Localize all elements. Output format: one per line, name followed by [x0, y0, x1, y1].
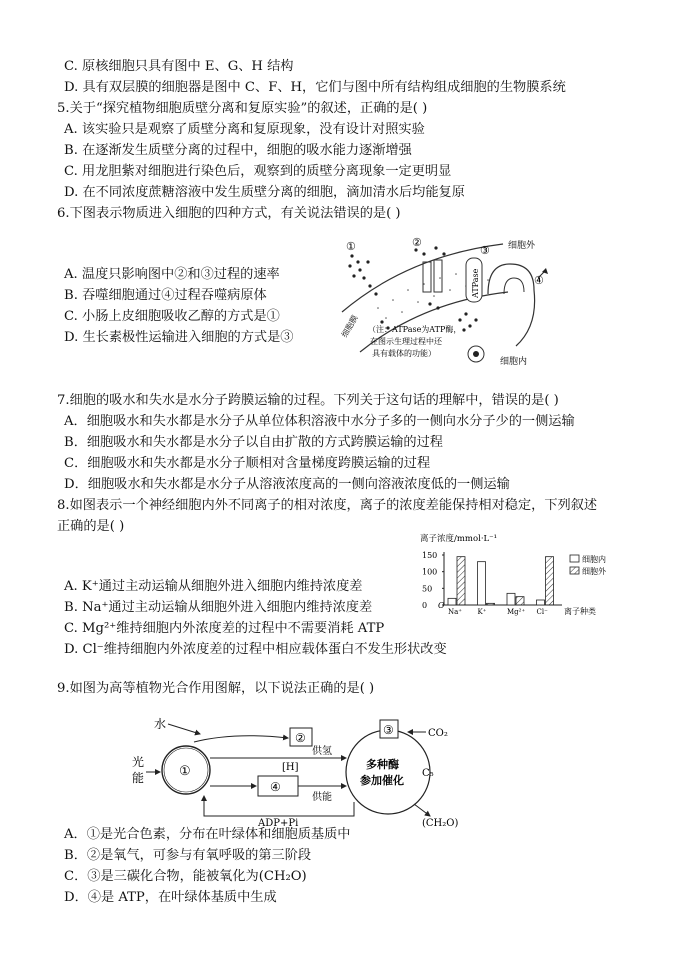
chart-xlabel: 离子种类	[564, 607, 596, 616]
channel-dots	[414, 246, 445, 309]
water-label: 水	[154, 717, 167, 731]
q7-option-a: A．细胞吸水和失水都是水分子从单位体积溶液中水分子多的一侧向水分子少的一侧运输	[64, 414, 575, 429]
x-tick-label: Cl⁻	[536, 608, 548, 616]
q5-option-c: C. 用龙胆紫对细胞进行染色后，观察到的质壁分离现象一定更明显	[64, 164, 452, 179]
q5-stem: 5.关于“探究植物细胞质壁分离和复原实验”的叙述，正确的是( )	[57, 101, 428, 116]
legend-swatch	[570, 567, 579, 574]
y-tick-label: 0	[422, 601, 428, 610]
q8-stem-line2: 正确的是( )	[57, 519, 125, 534]
q8-option-c: C. Mg²⁺维持细胞内外浓度差的过程中不需要消耗 ATP	[64, 621, 385, 636]
arrow-to-2	[194, 736, 288, 742]
q5-option-a: A. 该实验只是观察了质壁分离和复原现象，没有设计对照实验	[64, 122, 425, 137]
x-tick-label: K⁺	[477, 608, 487, 616]
vesicle-core	[473, 351, 479, 357]
q8-option-a: A. K⁺通过主动运输从细胞外进入细胞内维持浓度差	[64, 579, 363, 594]
calvin-circle	[346, 730, 430, 814]
x-tick-label: Mg²⁺	[507, 608, 526, 616]
bar-inside	[537, 600, 545, 605]
legend-label: 细胞外	[582, 567, 606, 576]
bar-inside	[448, 598, 456, 605]
q8-option-b: B. Na⁺通过主动运输从细胞外进入细胞内维持浓度差	[64, 600, 373, 615]
c5-label: C₅	[422, 768, 434, 779]
bar-outside	[516, 597, 524, 605]
enzymes-label-2: 参加催化	[360, 774, 404, 787]
bar-outside	[487, 603, 495, 605]
atpase-label: ATPase	[471, 268, 480, 298]
bar-inside	[507, 593, 515, 605]
outside-label: 细胞外	[508, 241, 536, 251]
energy-label: 能	[132, 771, 145, 785]
bar-outside	[457, 557, 465, 605]
note-line-3: 具有载体的功能）	[372, 349, 436, 358]
y-tick-label: 100	[422, 567, 438, 577]
q6-option-b: B. 吞噬细胞通过④过程吞噬病原体	[64, 288, 267, 303]
water-arrow	[168, 724, 200, 734]
inside-label: 细胞内	[500, 357, 528, 367]
channel-right	[434, 260, 442, 292]
q6-option-a: A. 温度只影响图中②和③过程的速率	[64, 267, 280, 282]
q8-option-d: D. Cl⁻维持细胞内外浓度差的过程中相应载体蛋白不发生形状改变	[64, 642, 447, 657]
note-line-2: 在图示生理过程中还	[370, 337, 442, 346]
chart-ylabel: 离子浓度/mmol·L⁻¹	[420, 534, 498, 544]
bar-outside	[546, 557, 554, 605]
q6-stem: 6.下图表示物质进入细胞的四种方式，有关说法错误的是( )	[57, 206, 401, 221]
q7-option-d: D．细胞吸水和失水都是水分子从溶液浓度高的一侧向溶液浓度低的一侧运输	[64, 477, 510, 492]
q4-option-c: C. 原核细胞只具有图中 E、G、H 结构	[64, 59, 294, 74]
q7-option-b: B．细胞吸水和失水都是水分子以自由扩散的方式跨膜运输的过程	[64, 435, 443, 450]
figure-label-3: ③	[480, 244, 490, 257]
ch2o-label: (CH₂O)	[422, 818, 459, 828]
figure-label-2: ②	[412, 236, 422, 249]
q8-stem-line1: 8.如图表示一个神经细胞内外不同离子的相对浓度，离子的浓度差能保持相对稳定，下列叙述	[57, 498, 598, 513]
co2-label: CO₂	[428, 728, 448, 739]
hydrogen-label: [H]	[282, 762, 299, 773]
y-tick-label: 50	[422, 584, 433, 594]
light-label: 光	[132, 755, 145, 769]
channel-left	[423, 262, 431, 292]
bar-inside	[478, 562, 486, 605]
q4-option-d: D. 具有双层膜的细胞器是图中 C、F、H，它们与图中所有结构组成细胞的生物膜系统	[64, 80, 566, 95]
ch2o-arrow	[414, 804, 430, 816]
box-label-3: ③	[383, 723, 394, 737]
note-line-1: （注：ATPase为ATP酶，	[368, 325, 462, 334]
x-tick-label: Na⁺	[448, 608, 462, 616]
circle-label-1: ①	[179, 764, 191, 779]
q9-stem: 9.如图为高等植物光合作用图解，以下说法正确的是( )	[57, 681, 375, 696]
photosynthesis-diagram	[124, 712, 464, 828]
supply-h-label: 供氢	[312, 746, 332, 757]
q9-option-b: B．②是氧气，可参与有氧呼吸的第三阶段	[64, 848, 312, 863]
membrane-label: 细胞膜	[339, 313, 360, 339]
q5-option-d: D. 在不同浓度蔗糖溶液中发生质壁分离的细胞，滴加清水后均能复原	[64, 185, 465, 200]
q7-stem: 7.细胞的吸水和失水是水分子跨膜运输的过程。下列关于这句话的理解中，错误的是( )	[57, 393, 559, 408]
y-tick-label: 150	[422, 551, 438, 560]
box-label-2: ②	[295, 731, 306, 745]
q5-option-b: B. 在逐渐发生质壁分离的过程中，细胞的吸水能力逐渐增强	[64, 143, 412, 158]
q9-option-d: D．④是 ATP，在叶绿体基质中生成	[64, 890, 277, 905]
q9-option-a: A．①是光合色素，分布在叶绿体和细胞质基质中	[64, 827, 351, 842]
membrane-transport-figure	[338, 234, 570, 370]
origin-label: O	[438, 601, 445, 610]
figure-label-1: ①	[346, 240, 356, 253]
legend-swatch	[570, 555, 579, 562]
ion-concentration-chart	[418, 532, 630, 618]
q9-option-c: C．③是三碳化合物，能被氧化为(CH₂O)	[64, 869, 307, 884]
q6-option-d: D. 生长素极性运输进入细胞的方式是③	[64, 330, 294, 345]
figure-label-4: ④	[534, 274, 544, 287]
q7-option-c: C．细胞吸水和失水都是水分子顺相对含量梯度跨膜运输的过程	[64, 456, 431, 471]
enzymes-label-1: 多种酶	[366, 758, 399, 771]
q6-option-c: C. 小肠上皮细胞吸收乙醇的方式是①	[64, 309, 280, 324]
adp-label: ADP+Pi	[258, 818, 299, 828]
box-label-4: ④	[270, 780, 281, 794]
supply-energy-label: 供能	[312, 792, 332, 803]
chart-legend	[570, 554, 607, 576]
legend-label: 细胞内	[582, 555, 606, 564]
endocytosis-membrane	[488, 264, 535, 346]
